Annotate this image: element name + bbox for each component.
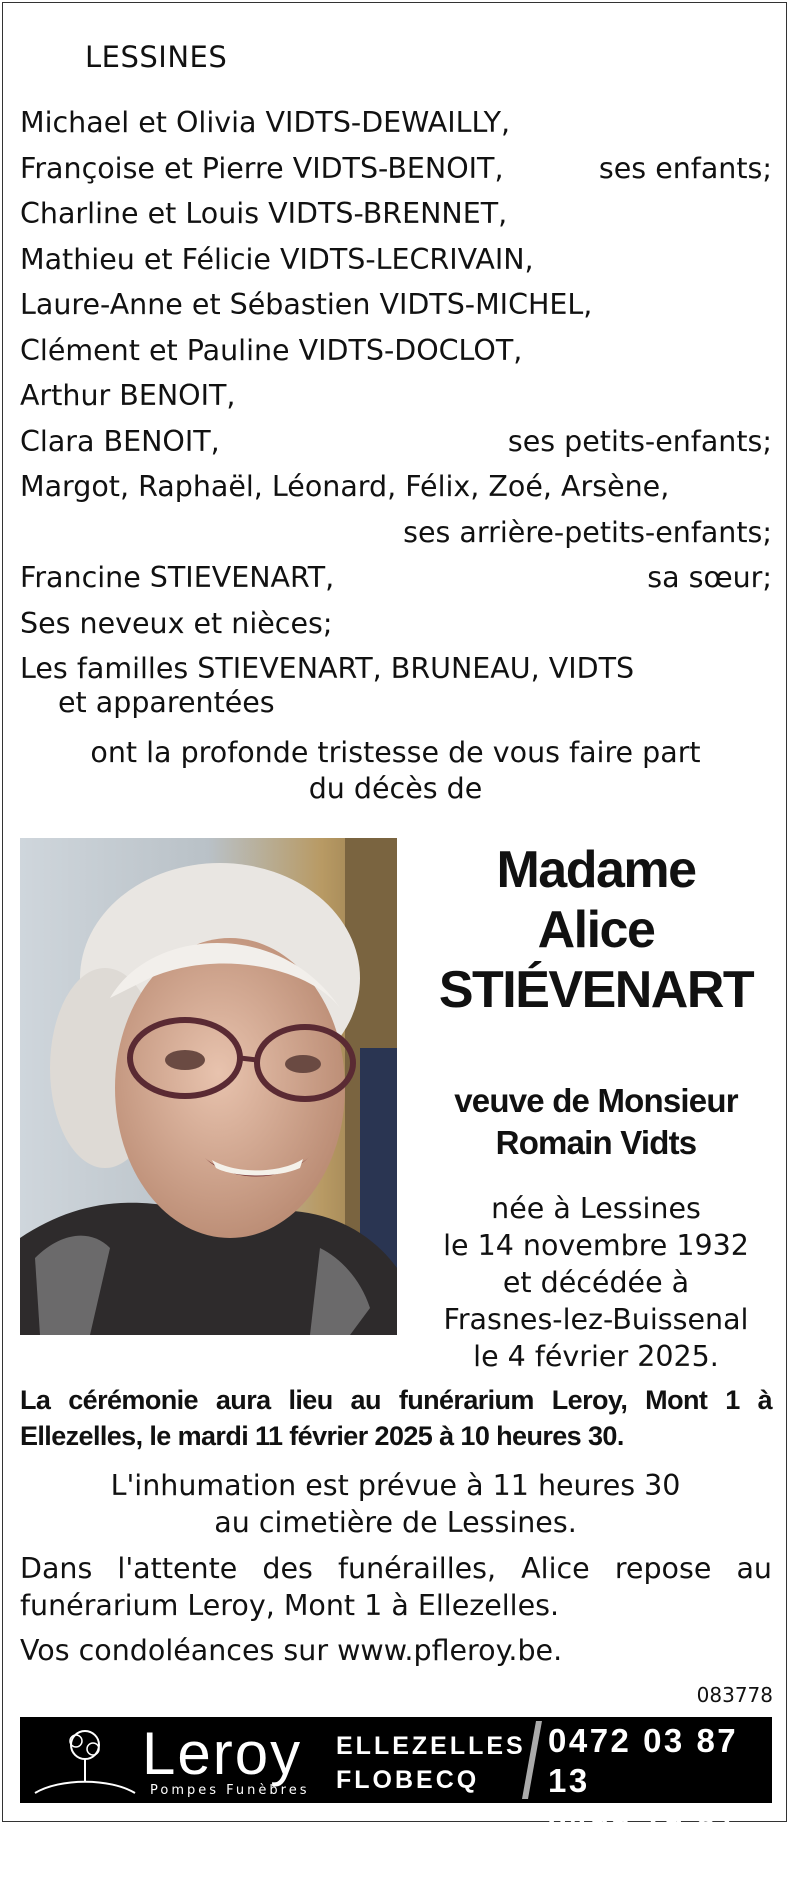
birth-death-info [420,1190,772,1375]
phone-number[interactable]: 0472 03 87 13 [548,1722,739,1799]
announcement-line: ont la profonde tristesse de vous faire part [90,736,701,769]
family-line: Charline et Louis VIDTS-BRENNET, [20,197,508,230]
birth-line: le 14 novembre 1932 [443,1229,749,1262]
announcement [0,735,791,807]
deceased-last-name: STIÉVENART [438,961,754,1019]
family-line: Francine STIEVENART, [20,561,335,594]
death-line: Frasnes-lez-Buissenal [443,1303,749,1336]
deceased-name [420,840,772,1020]
family-row [20,419,772,465]
relation-label: ses enfants; [598,151,772,185]
relation-label: ses petits-enfants; [507,424,772,458]
burial-info [0,1467,791,1541]
widow-info [420,1080,772,1164]
family-line: Ses neveux et nièces; [20,606,333,640]
family-row [20,146,772,192]
family-line: Les familles STIEVENART, BRUNEAU, VIDTS [20,652,635,685]
locations [336,1729,526,1797]
burial-line: au cimetière de Lessines. [214,1506,577,1539]
city-heading: LESSINES [85,40,228,74]
family-line: Margot, Raphaël, Léonard, Félix, Zoé, Arsène, [20,470,670,503]
portrait-image [20,838,397,1335]
deceased-first-name: Alice [537,901,655,959]
family-line: Françoise et Pierre VIDTS-BENOIT, [20,151,504,185]
family-row [20,555,772,601]
tree-logo-icon [30,1723,140,1799]
family-list [20,100,772,725]
death-line: le 4 février 2025. [473,1340,719,1373]
widow-line: Romain Vidts [495,1124,697,1161]
family-line: Mathieu et Félicie VIDTS-LECRIVAIN, [20,242,534,276]
condolences-link[interactable]: Vos condoléances sur www.pfleroy.be. [20,1634,563,1667]
funeral-home-banner [20,1717,772,1879]
relation-label: sa sœur; [647,561,772,594]
location-ellezelles: ELLEZELLES [336,1732,526,1760]
family-line: Clara BENOIT, [20,424,220,458]
divider-icon [522,1721,542,1799]
brand-name: Leroy [142,1720,303,1787]
family-line: Clément et Pauline VIDTS-DOCLOT, [20,333,523,367]
announcement-line: du décès de [308,772,483,805]
family-line: Laure-Anne et Sébastien VIDTS-MICHEL, [20,288,593,321]
birth-line: née à Lessines [491,1192,701,1225]
deceased-title: Madame [496,841,696,899]
reference-number: 083778 [696,1683,773,1707]
deceased-photo [20,838,397,1335]
death-line: et décédée à [502,1266,690,1299]
ceremony-info: La cérémonie aura lieu au funérarium Leroy, Mont 1 à Ellezelles, le mardi 11 février 2025 à 10 heures 30. [20,1385,772,1451]
phone-number[interactable]: 0499 19 87 14 [548,1802,739,1879]
brand-tagline: Pompes Funèbres [150,1783,310,1798]
location-flobecq: FLOBECQ [336,1766,480,1794]
family-line: et apparentées [58,685,275,719]
burial-line: L'inhumation est prévue à 11 heures 30 [110,1469,681,1502]
rest-info: Dans l'attente des funérailles, Alice repose au funérarium Leroy, Mont 1 à Ellezelles. [20,1552,772,1622]
family-line: Arthur BENOIT, [20,379,236,412]
widow-line: veuve de Monsieur [454,1082,738,1119]
phone-numbers [548,1721,772,1881]
relation-label: ses arrière-petits-enfants; [403,515,772,549]
family-line: Michael et Olivia VIDTS-DEWAILLY, [20,106,511,139]
